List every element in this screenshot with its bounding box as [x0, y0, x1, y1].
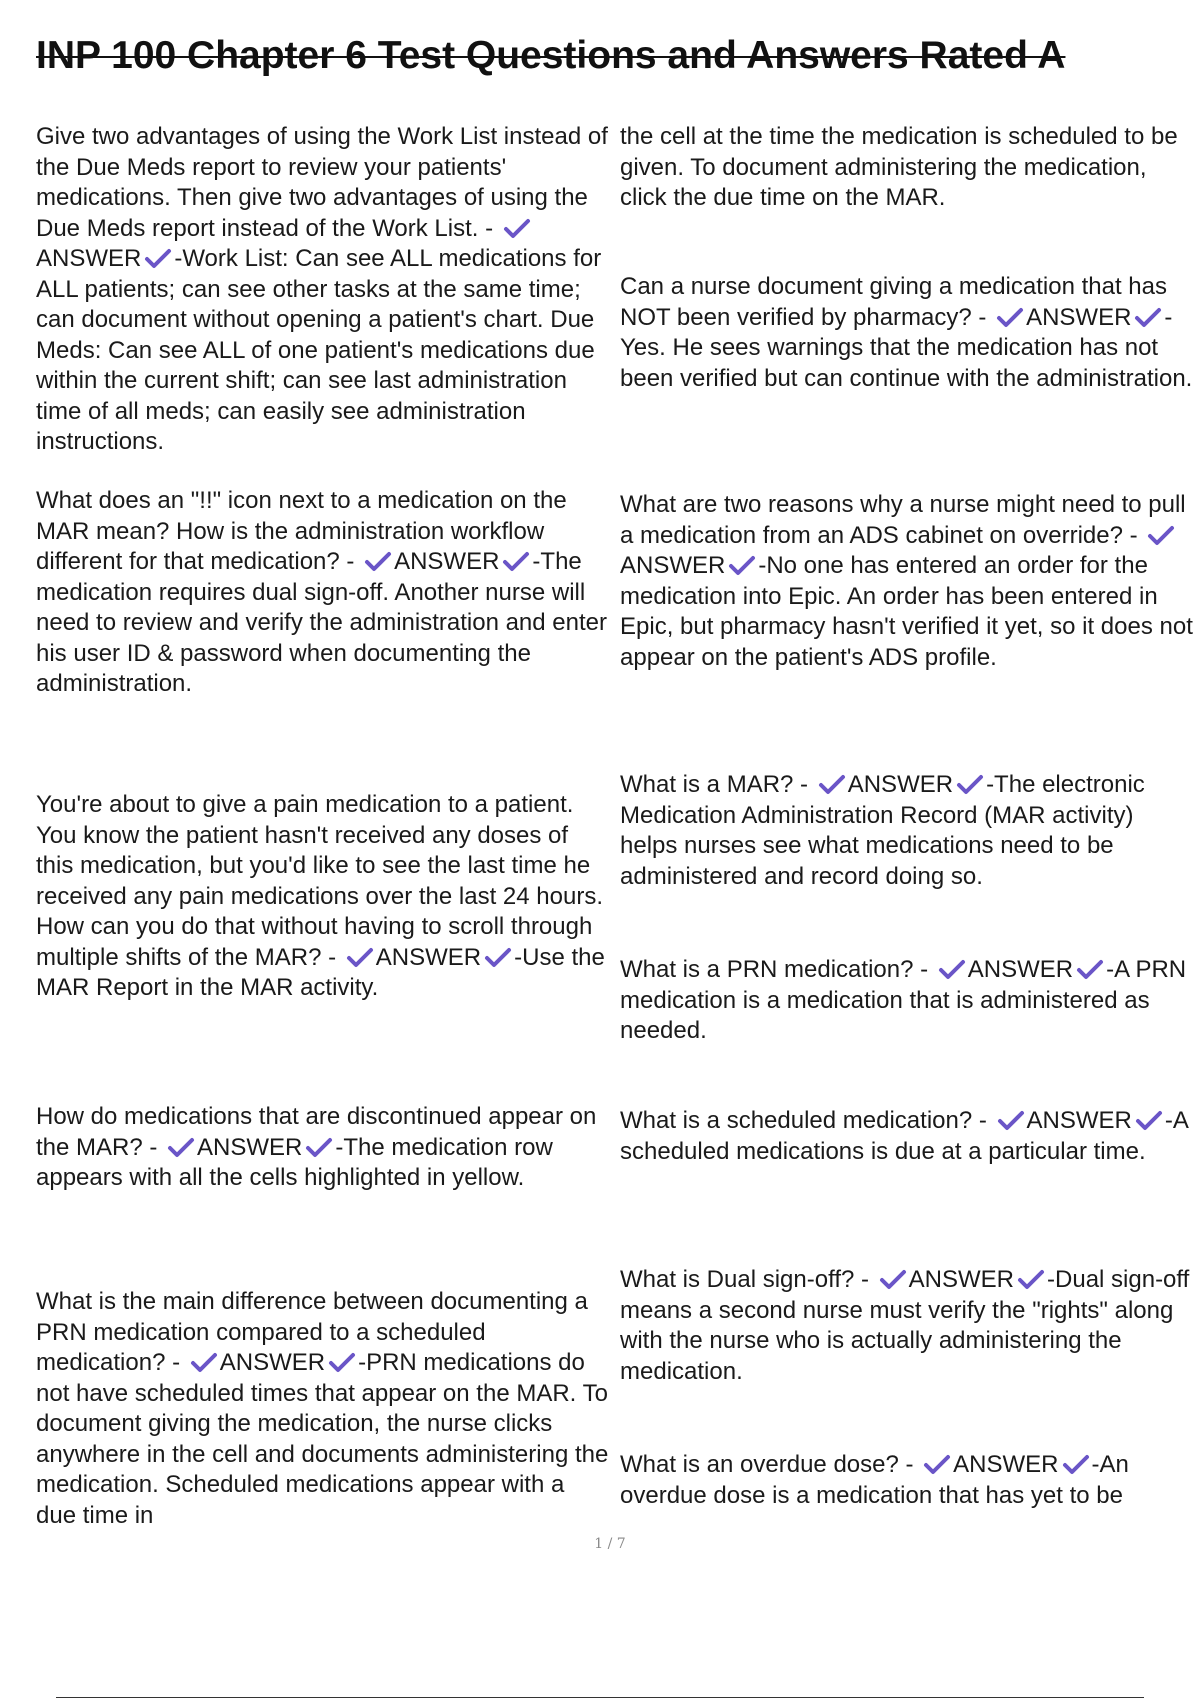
checkmark-icon: [997, 1109, 1025, 1131]
answer-text: -An overdue dose is a medication that has yet to be: [620, 1451, 1129, 1509]
question-text: What does an "!!" icon next to a medication on the MAR mean? How is the administration workflow different for that medication? -: [36, 487, 567, 575]
question-text: What is a MAR? -: [620, 771, 809, 798]
document-title: INP 100 Chapter 6 Test Questions and Answers Rated A: [36, 34, 1066, 77]
qa-item: [36, 1102, 610, 1194]
checkmark-icon: [1147, 524, 1175, 546]
checkmark-icon: [1017, 1268, 1045, 1290]
question-text: What is a PRN medication? -: [620, 956, 929, 983]
qa-item: [620, 955, 1194, 1047]
answer-text: -The medication requires dual sign-off. Another nurse will need to review and verify the administration and enter his user ID & password when documenting the administration.: [36, 548, 607, 697]
checkmark-icon: [938, 958, 966, 980]
answer-label: ANSWER: [394, 548, 500, 575]
checkmark-icon: [144, 247, 172, 269]
question-text: What is a scheduled medication? -: [620, 1107, 987, 1134]
answer-label: ANSWER: [375, 943, 482, 971]
answer-text: -The medication row appears with all the cells highlighted in yellow.: [36, 1133, 553, 1191]
checkmark-icon: [728, 554, 756, 576]
answer-text: -A scheduled medications is due at a particular time.: [620, 1107, 1188, 1165]
checkmark-icon: [818, 773, 846, 795]
answer-text: -Use the MAR Report in the MAR activity.: [36, 943, 605, 1001]
checkmark-icon: [346, 946, 374, 968]
checkmark-icon: [190, 1351, 218, 1373]
qa-item: [620, 1450, 1194, 1511]
answer-label: ANSWER: [847, 771, 954, 798]
answer-label: ANSWER: [953, 1451, 1059, 1478]
qa-item: [36, 1287, 610, 1531]
checkmark-icon: [923, 1453, 951, 1475]
checkmark-icon: [305, 1136, 333, 1158]
answer-label: ANSWER: [197, 1133, 303, 1161]
checkmark-icon: [167, 1136, 195, 1158]
question-text: How do medications that are discontinued appear on the MAR? -: [36, 1103, 597, 1161]
qa-item: [36, 486, 610, 700]
answer-label: ANSWER: [36, 245, 142, 272]
qa-item: [36, 790, 610, 1004]
page-indicator: 1 / 7: [594, 1536, 626, 1552]
checkmark-icon: [956, 773, 984, 795]
qa-item: [620, 272, 1194, 394]
answer-text: -The electronic Medication Administration Record (MAR activity) helps nurses see what medications need to be administered and record doing so.: [620, 771, 1145, 890]
checkmark-icon: [1076, 958, 1104, 980]
answer-label: ANSWER: [1026, 303, 1132, 331]
answer-label: ANSWER: [1026, 1107, 1132, 1134]
answer-label: ANSWER: [219, 1349, 326, 1376]
qa-item: [620, 490, 1194, 673]
checkmark-icon: [503, 217, 531, 239]
qa-item: [36, 122, 610, 458]
question-text: Give two advantages of using the Work List instead of the Due Meds report to review your patients' medications. Then give two advantages of using the Due Meds report instead of the Work List. -: [36, 123, 608, 242]
checkmark-icon: [1134, 306, 1162, 328]
checkmark-icon: [364, 550, 392, 572]
checkmark-icon: [502, 550, 530, 572]
qa-item: [620, 1265, 1194, 1387]
answer-label: ANSWER: [908, 1266, 1015, 1293]
answer-text: -Dual sign-off means a second nurse must verify the "rights" along with the nurse who is actually administering the medication.: [620, 1266, 1190, 1385]
question-text: What is Dual sign-off? -: [620, 1266, 869, 1293]
qa-item: [620, 1106, 1194, 1167]
checkmark-icon: [1135, 1109, 1163, 1131]
qa-item: [620, 770, 1194, 892]
question-text: You're about to give a pain medication to a patient. You know the patient hasn't received any doses of this medication, but you'd like to see the last time he received any pain medications over the last 24 hours. How can you do that without having to scroll through multiple shifts of the MAR? -: [36, 791, 603, 971]
question-text: What is the main difference between documenting a PRN medication compared to a scheduled medication? -: [36, 1288, 588, 1376]
question-text: What are two reasons why a nurse might need to pull a medication from an ADS cabinet on override? -: [620, 491, 1186, 549]
question-text: Can a nurse document giving a medication that has NOT been verified by pharmacy? -: [620, 273, 1167, 331]
question-text: What is an overdue dose? -: [620, 1451, 914, 1478]
checkmark-icon: [879, 1268, 907, 1290]
footer-divider: [56, 1697, 1144, 1698]
answer-text: -PRN medications do not have scheduled times that appear on the MAR. To document giving the medication, the nurse clicks anywhere in the cell and documents administering the medication. Scheduled medications appear with a due time in: [36, 1349, 609, 1529]
answer-text: -No one has entered an order for the medication into Epic. An order has been entered in Epic, but pharmacy hasn't verified it yet, so it does not appear on the patient's ADS profile.: [620, 552, 1193, 671]
answer-text: -Yes. He sees warnings that the medication has not been verified but can continue with the administration.: [620, 303, 1193, 392]
checkmark-icon: [1062, 1453, 1090, 1475]
answer-label: ANSWER: [967, 956, 1074, 983]
qa-continuation: [620, 122, 1194, 214]
continuation-text: the cell at the time the medication is scheduled to be given. To document administering the medication, click the due time on the MAR.: [620, 123, 1178, 211]
checkmark-icon: [484, 946, 512, 968]
answer-text: -Work List: Can see ALL medications for ALL patients; can see other tasks at the same time; can document without opening a patient's chart. Due Meds: Can see ALL of one patient's medications due within the current shift; can see last administration time of all meds; can easily see administration instructions.: [36, 245, 602, 455]
checkmark-icon: [996, 306, 1024, 328]
checkmark-icon: [328, 1351, 356, 1373]
answer-text: -A PRN medication is a medication that is administered as needed.: [620, 956, 1187, 1044]
answer-label: ANSWER: [620, 552, 726, 579]
